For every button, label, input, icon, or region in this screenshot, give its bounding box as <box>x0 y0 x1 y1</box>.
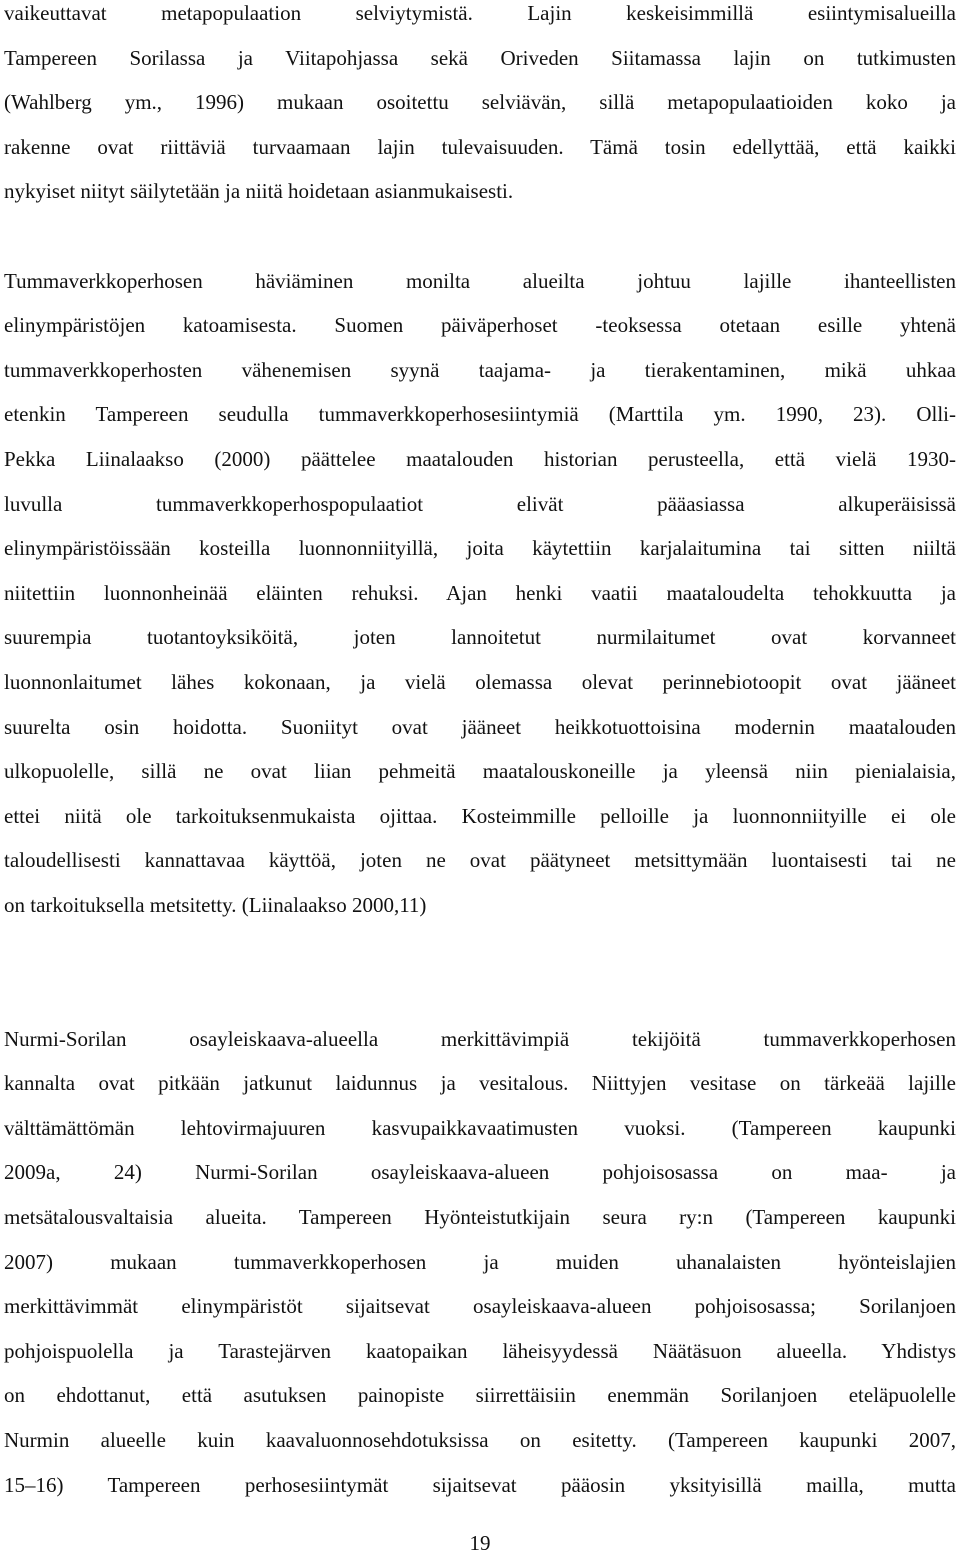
text-line: niitettiin luonnonheinää eläinten rehuksi. Ajan henki vaatii maataloudelta tehokkuutta ja <box>4 580 956 605</box>
text-line: välttämättömän lehtovirmajuuren kasvupaikkavaatimusten vuoksi. (Tampereen kaupunki <box>4 1115 956 1140</box>
text-line: pohjoispuolella ja Tarastejärven kaatopaikan läheisyydessä Näätäsuon alueella. Yhdistys <box>4 1338 956 1363</box>
document-page <box>4 0 956 1507</box>
paragraph-3 <box>4 1017 956 1508</box>
text-line: nykyiset niityt säilytetään ja niitä hoidetaan asianmukaisesti. <box>4 179 514 204</box>
page-number: 19 <box>469 1531 491 1555</box>
text-line: 15–16) Tampereen perhosesiintymät sijaitsevat pääosin yksityisillä mailla, mutta <box>4 1472 956 1497</box>
paragraph-spacer <box>4 214 956 259</box>
text-line: tummaverkkoperhosten vähenemisen syynä taajama- ja tierakentaminen, mikä uhkaa <box>4 357 956 382</box>
text-line: Tampereen Sorilassa ja Viitapohjassa sekä Oriveden Siitamassa lajin on tutkimusten <box>4 45 956 70</box>
text-line: etenkin Tampereen seudulla tummaverkkoperhosesiintymiä (Marttila ym. 1990, 23). Olli- <box>4 402 956 427</box>
text-line: suurelta osin hoidotta. Suoniityt ovat jääneet heikkotuottoisina modernin maatalouden <box>4 714 956 739</box>
text-line: 2007) mukaan tummaverkkoperhosen ja muiden uhanalaisten hyönteislajien <box>4 1249 956 1274</box>
text-line: suurempia tuotantoyksiköitä, joten lannoitetut nurmilaitumet ovat korvanneet <box>4 625 956 650</box>
text-line: merkittävimmät elinympäristöt sijaitsevat osayleiskaava-alueen pohjoisosassa; Sorilanjoen <box>4 1294 956 1319</box>
paragraph-1 <box>4 0 956 214</box>
text-line: Nurmin alueelle kuin kaavaluonnosehdotuksissa on esitetty. (Tampereen kaupunki 2007, <box>4 1428 956 1452</box>
text-line: Pekka Liinalaakso (2000) päättelee maatalouden historian perusteella, että vielä 1930- <box>4 446 956 471</box>
paragraph-spacer <box>4 927 956 1016</box>
text-line: on ehdottanut, että asutuksen painopiste siirrettäisiin enemmän Sorilanjoen eteläpuolelle <box>4 1383 956 1408</box>
text-line: vaikeuttavat metapopulaation selviytymistä. Lajin keskeisimmillä esiintymisalueilla <box>4 1 956 25</box>
text-line: luvulla tummaverkkoperhospopulaatiot elivät pääasiassa alkuperäisissä <box>4 491 956 516</box>
text-line: (Wahlberg ym., 1996) mukaan osoitettu selviävän, sillä metapopulaatioiden koko ja <box>4 90 956 115</box>
text-line: ulkopuolelle, sillä ne ovat liian pehmeitä maatalouskoneille ja yleensä niin pienialaisia, <box>4 759 956 784</box>
text-line: taloudellisesti kannattavaa käyttöä, joten ne ovat päätyneet metsittymään luontaisesti tai ne <box>4 848 956 873</box>
text-line: 2009a, 24) Nurmi-Sorilan osayleiskaava-alueen pohjoisosassa on maa- ja <box>4 1160 956 1185</box>
text-line: Tummaverkkoperhosen häviäminen monilta alueilta johtuu lajille ihanteellisten <box>4 268 956 293</box>
text-line: ettei niitä ole tarkoituksenmukaista ojittaa. Kosteimmille pelloille ja luonnonniityille ei ole <box>4 803 956 828</box>
text-line: kannalta ovat pitkään jatkunut laidunnus ja vesitalous. Niittyjen vesitase on tärkeää lajille <box>4 1071 956 1096</box>
text-line: Nurmi-Sorilan osayleiskaava-alueella merkittävimpiä tekijöitä tummaverkkoperhosen <box>4 1026 956 1051</box>
text-line: on tarkoituksella metsitetty. (Liinalaakso 2000,11) <box>4 892 427 917</box>
text-line: rakenne ovat riittäviä turvaamaan lajin tulevaisuuden. Tämä tosin edellyttää, että kaikki <box>4 134 956 159</box>
text-line: luonnonlaitumet lähes kokonaan, ja vielä olemassa olevat perinnebiotoopit ovat jääneet <box>4 669 956 694</box>
text-line: elinympäristöissään kosteilla luonnonniityillä, joita käytettiin karjalaitumina tai sitten niiltä <box>4 536 956 561</box>
paragraph-2 <box>4 259 956 928</box>
text-line: metsätalousvaltaisia alueita. Tampereen Hyönteistutkijain seura ry:n (Tampereen kaupunki <box>4 1205 956 1230</box>
text-line: elinympäristöjen katoamisesta. Suomen päiväperhoset -teoksessa otetaan esille yhtenä <box>4 313 956 338</box>
